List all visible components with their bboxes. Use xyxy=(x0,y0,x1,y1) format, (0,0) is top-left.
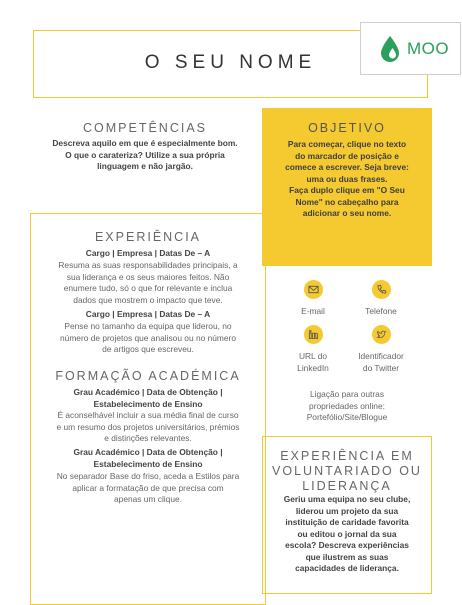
objective-text[interactable]: Para começar, clique no texto do marcador de posição e comece a escrever. Seja breve: uma ou duas frases. Faça duplo clique em "O Seu Nome" no cabeçalho para adicionar o seu nome. xyxy=(285,139,409,218)
job1-description[interactable]: Resuma as suas responsabilidades principais, a sua liderança e os seus maiores feitos. Não enumere tudo, só o que for relevante e inclua dados que mostrem o impacto que teve. xyxy=(58,260,238,305)
page-title[interactable]: O SEU NOME xyxy=(144,52,317,73)
objective-box xyxy=(262,108,432,266)
education1-description[interactable]: É aconselhável incluir a sua média final de curso e um resumo dos projetos universitários, prémios e distinções relevantes. xyxy=(56,410,240,443)
skills-title: COMPETÊNCIAS xyxy=(82,121,207,135)
phone-label: Telefone xyxy=(365,306,397,316)
other-links[interactable]: Ligação para outras propriedades online: Portefólio/Site/Blogue xyxy=(306,389,388,422)
contact-twitter[interactable] xyxy=(341,325,421,374)
twitter-label: Identificador xyxy=(358,351,404,361)
envelope-icon xyxy=(304,280,323,299)
phone-icon xyxy=(372,280,391,299)
contact-phone[interactable] xyxy=(341,280,421,318)
email-label: E-mail xyxy=(301,306,325,316)
objective-title: OBJETIVO xyxy=(308,121,386,135)
skills-text[interactable]: Descreva aquilo em que é especialmente bom. O que o carateriza? Utilize a sua própria linguagem e não jargão. xyxy=(52,138,238,171)
experience-title: EXPERIÊNCIA xyxy=(94,230,202,244)
volunteer-title: EXPERIÊNCIA EM VOLUNTARIADO OU LIDERANÇA xyxy=(272,449,422,493)
linkedin-label: URL do xyxy=(298,351,328,361)
job1-title[interactable]: Cargo | Empresa | Datas De – A xyxy=(85,248,211,258)
education1-title[interactable]: Grau Académico | Data de Obtenção | Estabelecimento de Ensino xyxy=(73,387,223,409)
education2-description[interactable]: No separador Base do friso, aceda a Estilos para aplicar a formatação de que precisa com apenas um clique. xyxy=(56,471,240,504)
volunteer-text[interactable]: Geriu uma equipa no seu clube, liderou um projeto da sua instituição de caridade favorita ou editou o jornal da sua escola? Descreva experiências que ilustrem as suas capacidades de liderança. xyxy=(283,494,411,573)
job2-title[interactable]: Cargo | Empresa | Datas De – A xyxy=(85,309,211,319)
linkedin-label: LinkedIn xyxy=(297,362,329,373)
twitter-label: do Twitter xyxy=(362,362,400,373)
twitter-icon xyxy=(372,325,391,344)
job2-description[interactable]: Pense no tamanho da equipa que liderou, no número de projetos que analisou ou no número de artigos que escreveu. xyxy=(60,321,236,354)
brand-text: MOO xyxy=(407,38,450,58)
education2-title[interactable]: Grau Académico | Data de Obtenção | Estabelecimento de Ensino xyxy=(73,447,223,469)
linkedin-icon xyxy=(304,325,323,344)
education-title: FORMAÇÃO ACADÉMICA xyxy=(55,369,241,383)
